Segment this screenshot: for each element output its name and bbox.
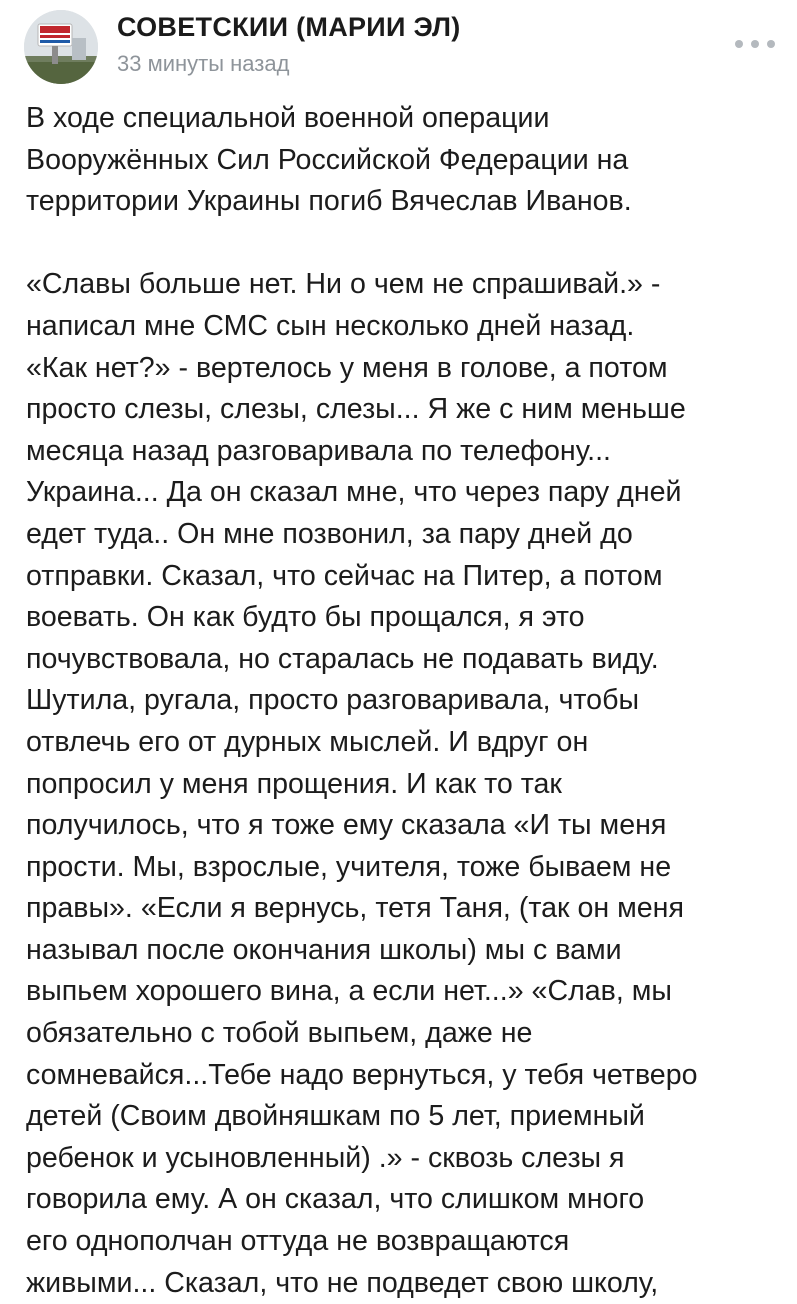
post-line: правы». «Если я вернусь, тетя Таня, (так он меня (26, 892, 684, 925)
post-text (26, 98, 776, 1304)
post-line: Украина... Да он сказал мне, что через пару дней (26, 476, 682, 509)
post-line: «Как нет?» - вертелось у меня в голове, а потом (26, 351, 668, 384)
post-line: «Славы больше нет. Ни о чем не спрашивай.» - (26, 268, 661, 301)
post-line: обязательно с тобой выпьем, даже не (26, 1017, 533, 1050)
post-line: Вооружённых Сил Российской Федерации на (26, 143, 629, 176)
post-line: детей (Своим двойняшкам по 5 лет, приемный (26, 1100, 645, 1133)
post-line: называл после окончания школы) мы с вами (26, 933, 622, 966)
post-line: просто слезы, слезы, слезы... Я же с ним меньше (26, 393, 686, 426)
post-line: воевать. Он как будто бы прощался, я это (26, 601, 585, 634)
post-line: отправки. Сказал, что сейчас на Питер, а потом (26, 559, 663, 592)
post-line: Шутила, ругала, просто разговаривала, чтобы (26, 684, 640, 717)
post-line: месяца назад разговаривала по телефону... (26, 434, 611, 467)
post-line: едет туда.. Он мне позвонил, за пару дней до (26, 517, 633, 550)
post-timestamp[interactable]: 33 минуты назад (117, 51, 290, 76)
post-header (0, 0, 797, 90)
group-name[interactable]: СОВЕТСКИИ (МАРИИ ЭЛ) (117, 12, 461, 42)
post-line: ребенок и усыновленный) .» - сквозь слезы я (26, 1141, 625, 1174)
paragraph-gap (26, 223, 776, 265)
post-line: территории Украины погиб Вячеслав Иванов. (26, 185, 632, 218)
post-line: получилось, что я тоже ему сказала «И ты меня (26, 809, 667, 842)
post-line: В ходе специальной военной операции (26, 102, 550, 134)
more-horizontal-icon (735, 40, 743, 48)
more-horizontal-icon-dot-2 (751, 40, 759, 48)
more-options-button[interactable] (735, 30, 775, 58)
group-avatar[interactable] (24, 10, 98, 84)
post-line: прости. Мы, взрослые, учителя, тоже бываем не (26, 850, 672, 883)
post-line: сомневайся...Тебе надо вернуться, у тебя четверо (26, 1058, 698, 1091)
post-line: почувствовала, но старалась не подавать виду. (26, 642, 659, 675)
post-line: говорила ему. А он сказал, что слишком много (26, 1183, 645, 1216)
post-line: написал мне СМС сын несколько дней назад. (26, 309, 635, 342)
post-line: попросил у меня прощения. И как то так (26, 767, 562, 800)
more-horizontal-icon-dot-3 (767, 40, 775, 48)
post-line: живыми... Сказал, что не подведет свою школу, (26, 1266, 659, 1299)
post-line: выпьем хорошего вина, а если нет...» «Слав, мы (26, 975, 672, 1008)
post-line: отвлечь его от дурных мыслей. И вдруг он (26, 725, 589, 758)
group-avatar-icon (24, 10, 98, 84)
post-line: его однополчан оттуда не возвращаются (26, 1225, 570, 1258)
